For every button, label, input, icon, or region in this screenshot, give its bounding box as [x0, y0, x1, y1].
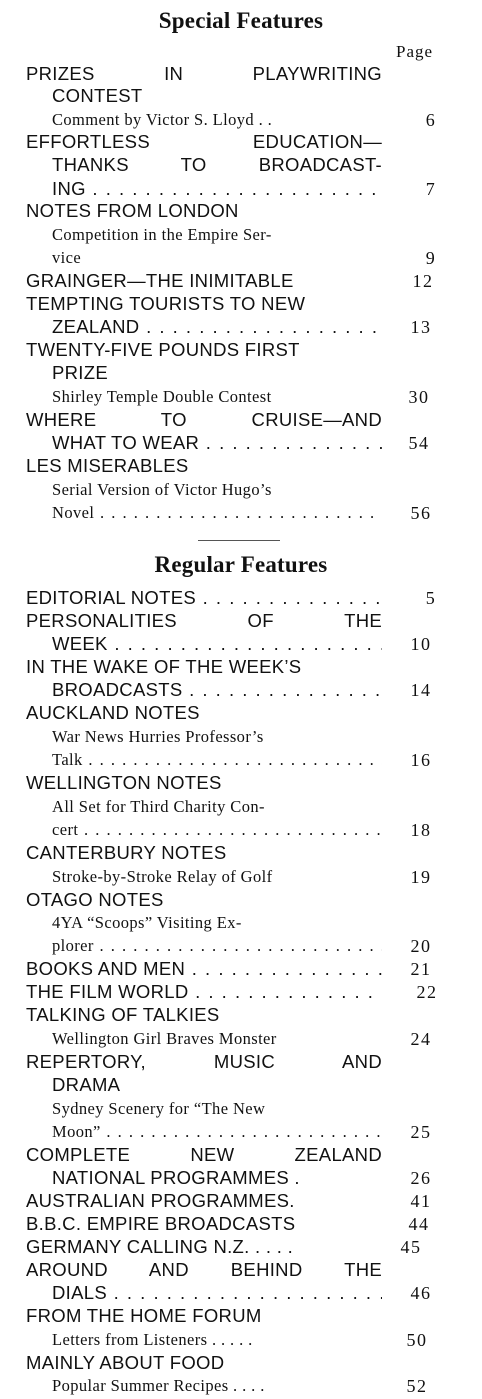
toc-title: EFFORTLESS EDUCATION— — [26, 131, 382, 152]
toc-title: THE FILM WORLD . . . — [26, 981, 382, 1002]
toc-title: DIALS . . . — [52, 1282, 382, 1303]
toc-subtitle: Serial Version of Victor Hugo’s — [52, 480, 272, 499]
toc-title: GRAINGER—THE INIMITABLE — [26, 270, 294, 291]
page-number: 12 — [412, 271, 434, 291]
toc-subtitle: Sydney Scenery for “The New — [52, 1099, 266, 1118]
toc-title: TWENTY-FIVE POUNDS FIRST — [26, 339, 300, 360]
toc-title: CANTERBURY NOTES — [26, 842, 227, 863]
page-number: 5 — [425, 588, 437, 608]
toc-title: GERMANY CALLING N.Z. . . . . — [26, 1236, 294, 1257]
toc-subtitle: Stroke-by-Stroke Relay of Golf — [52, 867, 273, 886]
toc-title: AUSTRALIAN PROGRAMMES. — [26, 1190, 295, 1211]
page-number: 25 — [410, 1122, 432, 1142]
toc-subtitle: Popular Summer Recipes . . . . — [52, 1376, 265, 1395]
page-number: 52 — [406, 1376, 428, 1396]
toc-title: PERSONALITIES OF THE — [26, 610, 382, 631]
page-number: 20 — [410, 936, 432, 956]
page-number: 9 — [425, 248, 437, 268]
page-number: 46 — [410, 1283, 432, 1303]
toc-title: WHERE TO CRUISE—AND — [26, 409, 382, 430]
page-number: 18 — [410, 820, 432, 840]
toc-title: TEMPTING TOURISTS TO NEW — [26, 293, 306, 314]
toc-title: DRAMA — [52, 1074, 121, 1095]
toc-title: OTAGO NOTES — [26, 889, 164, 910]
page-number: 41 — [410, 1191, 432, 1211]
page-number: 30 — [408, 387, 430, 407]
toc-subtitle: All Set for Third Charity Con- — [52, 797, 265, 816]
page-number: 21 — [410, 959, 432, 979]
page-number: 22 — [416, 982, 438, 1002]
toc-subtitle: War News Hurries Professor’s — [52, 727, 264, 746]
toc-title: NATIONAL PROGRAMMES . — [52, 1167, 300, 1188]
toc-title: TALKING OF TALKIES — [26, 1004, 220, 1025]
toc-subtitle: plorer . . . — [52, 936, 382, 955]
toc-title: WELLINGTON NOTES — [26, 772, 222, 793]
toc-title: AROUND AND BEHIND THE — [26, 1259, 382, 1280]
toc-subtitle: Talk . . . — [52, 750, 382, 769]
toc-title: ZEALAND . . . — [52, 316, 382, 337]
toc-subtitle: vice — [52, 248, 82, 267]
toc-title: FROM THE HOME FORUM — [26, 1305, 262, 1326]
page-number: 56 — [410, 503, 432, 523]
page-number: 13 — [410, 317, 432, 337]
toc-title: CONTEST — [52, 85, 143, 106]
toc-subtitle: Novel . . . — [52, 503, 382, 522]
toc-subtitle: Competition in the Empire Ser- — [52, 225, 272, 244]
regular-features-heading: Regular Features — [154, 552, 328, 577]
section-divider — [198, 540, 280, 541]
page-number: 6 — [425, 110, 437, 130]
page-number: 50 — [406, 1330, 428, 1350]
toc-title: WEEK . . . — [52, 633, 382, 654]
toc-subtitle: Comment by Victor S. Lloyd . . — [52, 110, 273, 129]
toc-title: ING . . . — [52, 178, 382, 199]
toc-subtitle: Letters from Listeners . . . . . — [52, 1330, 253, 1349]
page-column-label: Page — [396, 42, 434, 61]
toc-title: IN THE WAKE OF THE WEEK’S — [26, 656, 302, 677]
page-number: 24 — [410, 1029, 432, 1049]
page-number: 26 — [410, 1168, 432, 1188]
toc-subtitle: 4YA “Scoops” Visiting Ex- — [52, 913, 242, 932]
page-number: 19 — [410, 867, 432, 887]
toc-subtitle: Moon” . . . — [52, 1122, 382, 1141]
toc-title: B.B.C. EMPIRE BROADCASTS — [26, 1213, 296, 1234]
page-number: 45 — [400, 1237, 422, 1257]
toc-title: EDITORIAL NOTES . . . — [26, 587, 382, 608]
special-features-heading: Special Features — [158, 8, 324, 33]
toc-subtitle: cert . . . — [52, 820, 382, 839]
toc-title: PRIZE — [52, 362, 108, 383]
toc-title: PRIZES IN PLAYWRITING — [26, 63, 382, 84]
toc-title: THANKS TO BROADCAST- — [52, 154, 382, 175]
page-number: 14 — [410, 680, 432, 700]
page-number: 7 — [425, 179, 437, 199]
toc-subtitle: Wellington Girl Braves Monster — [52, 1029, 277, 1048]
toc-title: NOTES FROM LONDON — [26, 200, 239, 221]
toc-title: BOOKS AND MEN . . . — [26, 958, 382, 979]
toc-title: MAINLY ABOUT FOOD — [26, 1352, 225, 1373]
page-number: 10 — [410, 634, 432, 654]
page-number: 16 — [410, 750, 432, 770]
toc-title: AUCKLAND NOTES — [26, 702, 200, 723]
page-number: 54 — [408, 433, 430, 453]
toc-title: LES MISERABLES — [26, 455, 189, 476]
toc-subtitle: Shirley Temple Double Contest — [52, 387, 272, 406]
page-number: 44 — [408, 1214, 430, 1234]
toc-title: REPERTORY, MUSIC AND — [26, 1051, 382, 1072]
toc-title: COMPLETE NEW ZEALAND — [26, 1144, 382, 1165]
toc-title: BROADCASTS . . . — [52, 679, 382, 700]
toc-title: WHAT TO WEAR . . . — [52, 432, 382, 453]
